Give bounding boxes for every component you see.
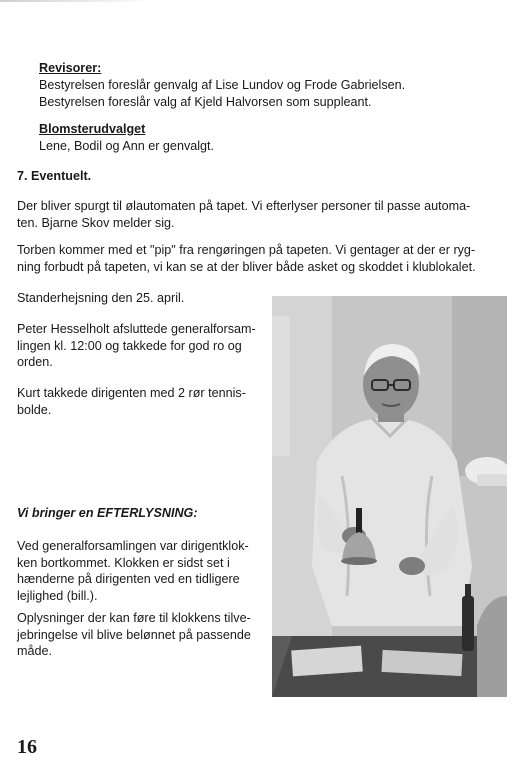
text-line: lejlighed (bill.). — [17, 588, 98, 603]
text-line: Der bliver spurgt til ølautomaten på tapet. Vi efterlyser personer til passe automa- — [17, 199, 471, 213]
text-line: lingen kl. 12:00 og takkede for god ro og — [17, 338, 242, 353]
text-line: ken bortkommet. Klokken er sidst set i — [17, 555, 230, 570]
efterlysning-paragraph-2 — [17, 610, 251, 660]
text-line: bolde. — [17, 402, 52, 417]
text-line: Peter Hesselholt afsluttede generalforsam- — [17, 322, 256, 336]
text-line: ning forbudt på tapeten, vi kan se at der bliver både asket og skoddet i klublokalet. — [17, 259, 476, 274]
blomsterudvalget-section — [39, 121, 214, 155]
text-line: måde. — [17, 644, 53, 658]
efterlysning-paragraph-1 — [17, 538, 249, 604]
photo-illustration — [272, 296, 507, 697]
afslutning-paragraph — [17, 321, 256, 371]
revisorer-line: Bestyrelsen foreslår valg af Kjeld Halvorsen som suppleant. — [39, 95, 372, 109]
scan-edge — [0, 0, 150, 2]
eventuelt-paragraph-2 — [17, 242, 476, 275]
standerhejsning-text — [17, 290, 184, 307]
blomsterudvalget-line: Lene, Bodil og Ann er genvalgt. — [39, 139, 215, 153]
text-line: Torben kommer med et "pip" fra rengøringen på tapeten. Vi gentager at der er ryg- — [17, 243, 476, 257]
eventuelt-paragraph-1 — [17, 198, 470, 231]
text-line: Oplysninger der kan føre til klokkens tilve- — [17, 611, 251, 625]
text-line: ten. Bjarne Skov melder sig. — [17, 215, 175, 230]
text-line: orden. — [17, 355, 53, 369]
text-line: Kurt takkede dirigenten med 2 rør tennis- — [17, 386, 246, 400]
blomsterudvalget-heading: Blomsterudvalget — [39, 122, 146, 136]
revisorer-heading: Revisorer: — [39, 61, 102, 75]
photo-man-with-bell — [272, 296, 507, 697]
revisorer-section — [39, 60, 405, 111]
efterlysning-title: Vi bringer en EFTERLYSNING: — [17, 506, 198, 520]
text-line: hænderne på dirigenten ved en tidligere — [17, 572, 240, 586]
text-line: Ved generalforsamlingen var dirigentklok- — [17, 539, 249, 553]
page-number: 16 — [17, 736, 37, 758]
eventuelt-title: 7. Eventuelt. — [17, 169, 92, 183]
revisorer-line: Bestyrelsen foreslår genvalg af Lise Lundov og Frode Gabrielsen. — [39, 78, 406, 92]
text-line: Standerhejsning den 25. april. — [17, 291, 185, 305]
dirigent-tak-paragraph — [17, 385, 246, 418]
text-line: jebringelse vil blive belønnet på passende — [17, 627, 251, 642]
